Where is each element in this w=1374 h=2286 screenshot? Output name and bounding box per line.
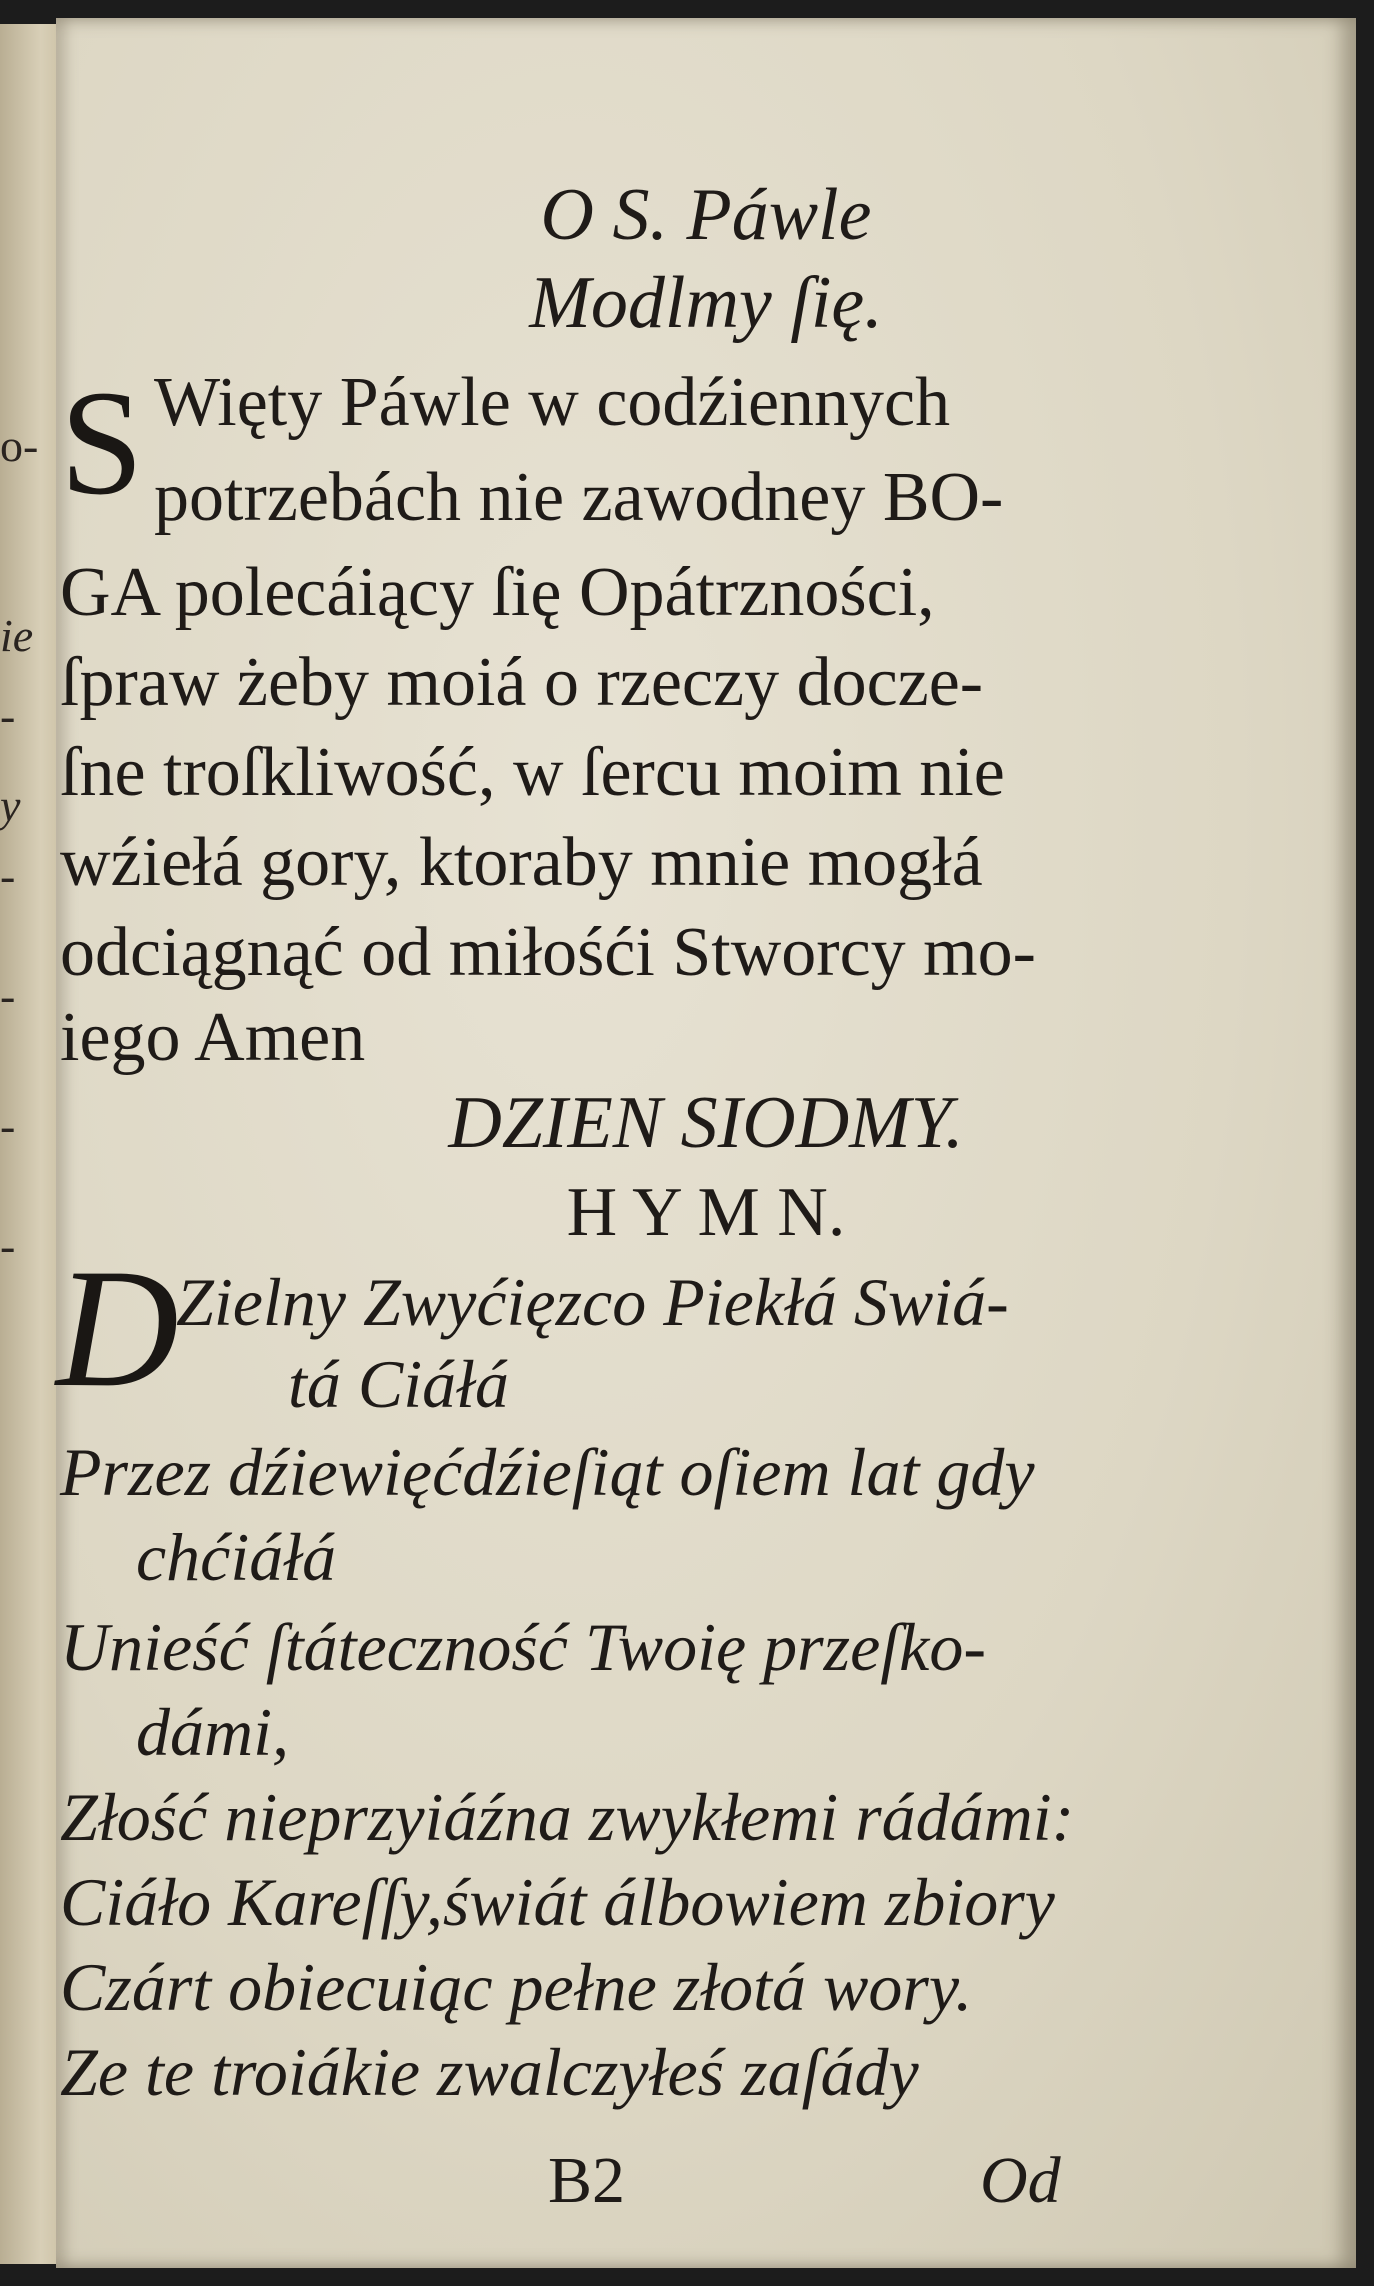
margin-fragment: - bbox=[0, 690, 16, 741]
prayer-line: ſne troſkliwość, w ſercu moim nie bbox=[60, 734, 1005, 811]
prayer-line: iego Amen bbox=[60, 999, 366, 1076]
prayer-line: odciągnąć od miłośći Stworcy mo- bbox=[60, 914, 1036, 991]
margin-fragment: - bbox=[0, 850, 16, 901]
signature-mark: B2 bbox=[548, 2144, 626, 2217]
margin-fragment: o- bbox=[0, 420, 39, 471]
hymn-heading: H Y M N. bbox=[566, 1174, 846, 1251]
margin-fragment: - bbox=[0, 1100, 16, 1151]
hymn-drop-cap: D bbox=[56, 1234, 179, 1422]
hymn-line: chćiáłá bbox=[136, 1519, 337, 1595]
prayer-line: GA polecáiący ſię Opátrzności, bbox=[60, 554, 935, 631]
previous-page-edge bbox=[0, 24, 60, 2264]
catchword: Od bbox=[980, 2144, 1061, 2217]
prayer-line: Więty Páwle w codźiennych bbox=[154, 364, 951, 441]
prayer-line: ſpraw żeby moiá o rzeczy docze- bbox=[60, 644, 984, 721]
day-heading: DZIEN SIODMY. bbox=[448, 1082, 964, 1164]
prayer-line: potrzebách nie zawodney BO- bbox=[154, 459, 1004, 536]
margin-fragment: - bbox=[0, 1220, 16, 1271]
book-page bbox=[56, 18, 1356, 2268]
prayer-drop-cap: S bbox=[60, 360, 144, 526]
page-title: O S. Páwle bbox=[540, 174, 872, 256]
margin-fragment: - bbox=[0, 970, 16, 1021]
hymn-line: dámi, bbox=[136, 1694, 289, 1770]
hymn-line: Unieść ſtáteczność Twoię przeſko- bbox=[60, 1609, 987, 1685]
prayer-line: wźiełá gory, ktoraby mnie mogłá bbox=[60, 824, 983, 901]
hymn-line: Zielny Zwyćięzco Piekłá Swiá- bbox=[176, 1264, 1009, 1340]
hymn-line: Przez dźiewięćdźieſiąt oſiem lat gdy bbox=[60, 1434, 1035, 1510]
hymn-line: Złość nieprzyiáźna zwykłemi rádámi: bbox=[60, 1779, 1075, 1855]
hymn-line: tá Ciáłá bbox=[288, 1346, 510, 1422]
margin-fragment: ie bbox=[0, 610, 34, 661]
margin-fragment: y bbox=[0, 780, 21, 831]
hymn-line: Ciáło Kareſſy,świát álbowiem zbiory bbox=[60, 1864, 1055, 1940]
page-subtitle: Modlmy ſię. bbox=[529, 262, 883, 344]
hymn-line: Czárt obiecuiąc pełne złotá wory. bbox=[60, 1949, 973, 2025]
hymn-line: Ze te troiákie zwalczyłeś zaſády bbox=[60, 2034, 919, 2110]
